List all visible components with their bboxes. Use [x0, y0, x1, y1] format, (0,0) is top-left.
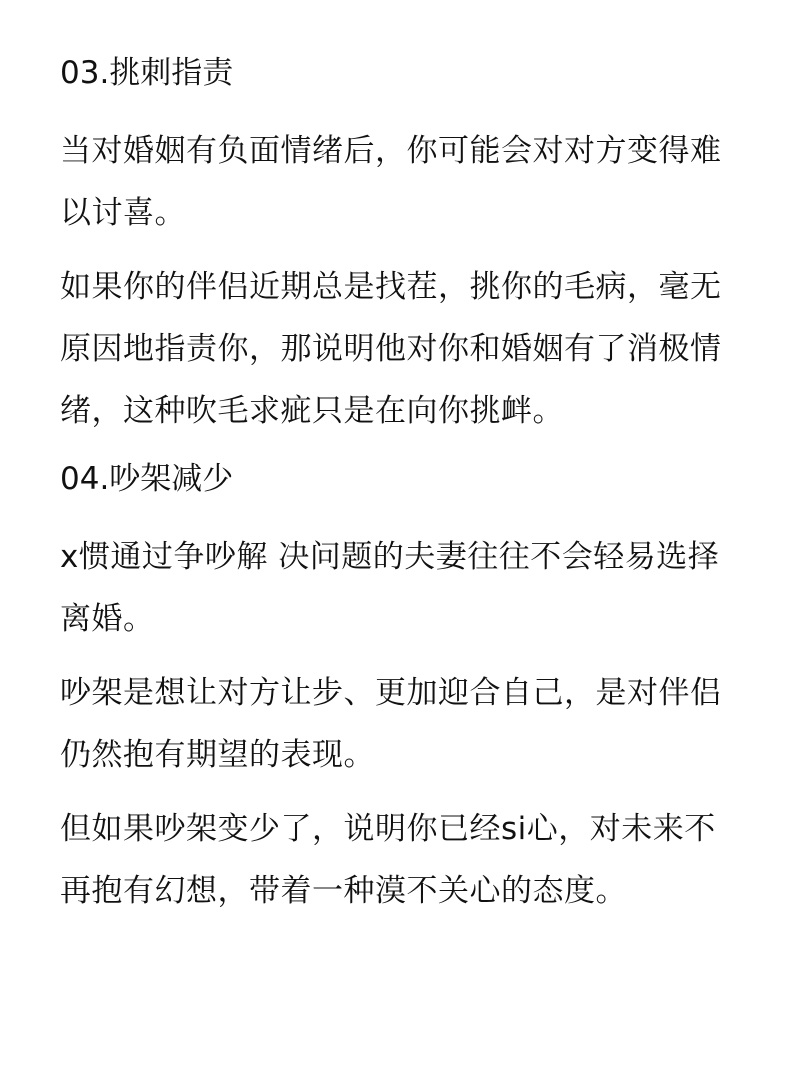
paragraph [60, 798, 740, 922]
section-04 [60, 454, 740, 922]
text-line: 但如果吵架变少了，说明你已经si心，对未来不 [60, 811, 716, 847]
text-line: 当对婚姻有负面情绪后，你可能会对对方变得难 [60, 133, 722, 169]
paragraph [60, 120, 740, 244]
paragraph [60, 662, 740, 786]
text-line: 吵架是想让对方让步、更加迎合自己，是对伴侣 [60, 675, 722, 711]
text-line: 再抱有幻想，带着一种漠不关心的态度。 [60, 873, 627, 909]
paragraph [60, 256, 740, 442]
section-heading: 03.挑刺指责 [60, 55, 234, 91]
text-line: 如果你的伴侣近期总是找茬，挑你的毛病，毫无 [60, 269, 722, 305]
text-line: 仍然抱有期望的表现。 [60, 737, 375, 773]
text-line: 以讨喜。 [60, 195, 186, 231]
section-03 [60, 48, 740, 442]
section-heading: 04.吵架减少 [60, 461, 234, 497]
paragraph [60, 526, 740, 650]
text-line: 离婚。 [60, 601, 155, 637]
text-line: 绪，这种吹毛求疵只是在向你挑衅。 [60, 393, 564, 429]
text-line: x惯通过争吵解 决问题的夫妻往往不会轻易选择 [60, 539, 720, 575]
text-line: 原因地指责你，那说明他对你和婚姻有了消极情 [60, 331, 722, 367]
